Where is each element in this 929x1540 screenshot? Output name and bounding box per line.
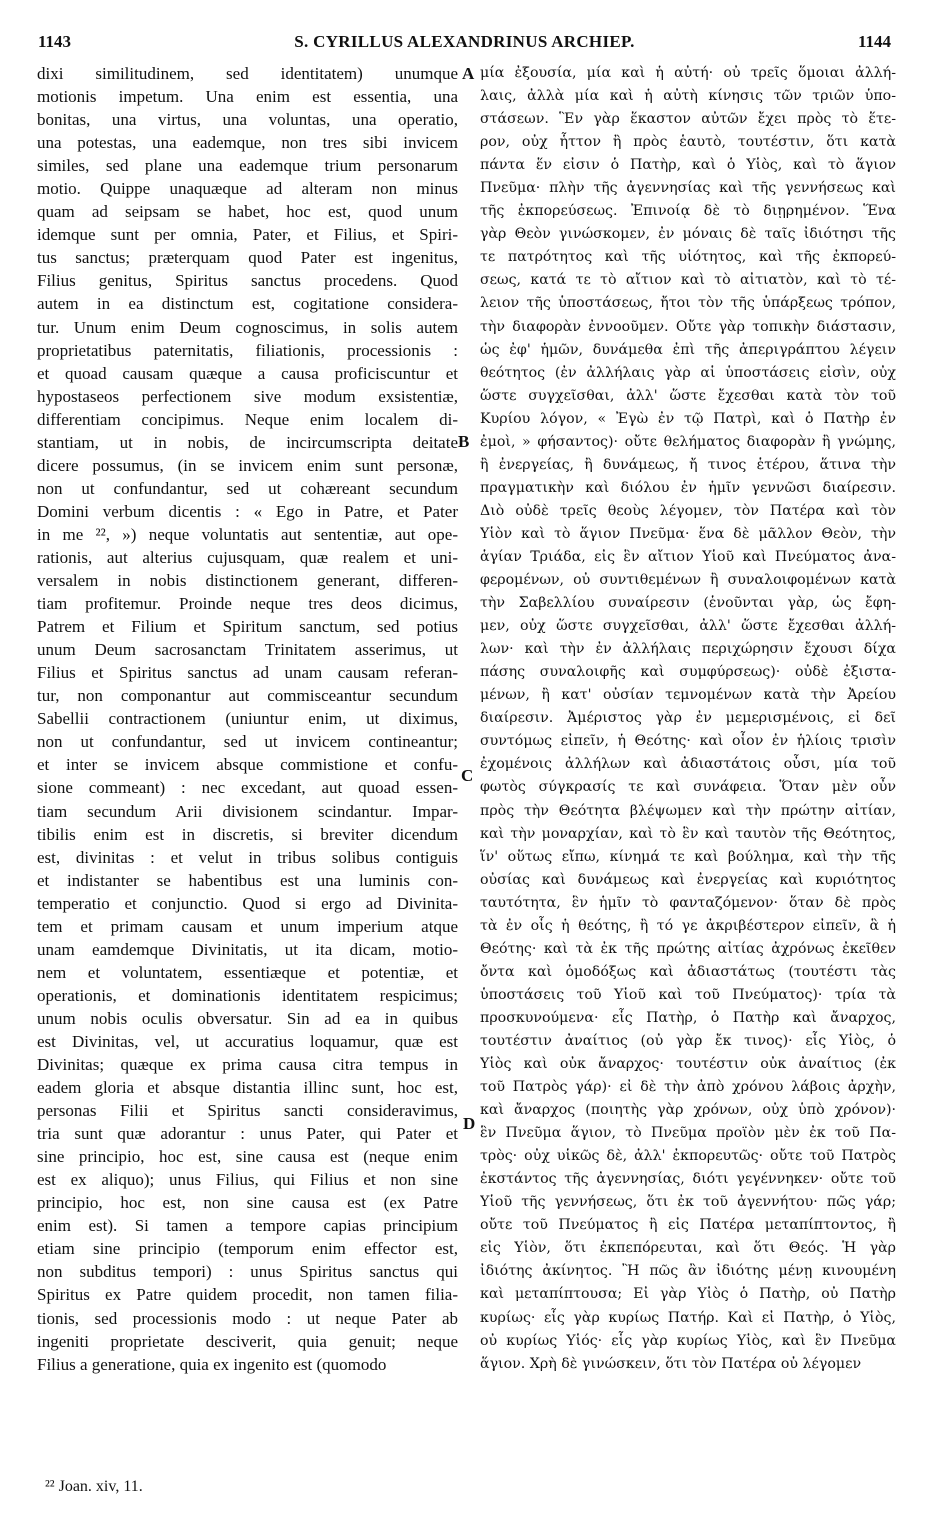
greek-text-line: πρὸς τὴν Θεότητα βλέψωμεν καὶ τὴν πρώτην αἰτίαν,: [480, 802, 896, 819]
latin-text-line: tur, non componantur aut commisceantur secundum: [37, 686, 458, 706]
greek-text-line: ταυτότητα, ἓν ἡμῖν τὸ φανταζόμενον· ὅταν δὲ πρὸς: [480, 894, 896, 911]
greek-text-line: τὰ ἐν οἷς ἡ θεότης, ἢ τό γε ἀκριβέστερον εἰπεῖν, ἃ ἡ: [480, 917, 896, 934]
greek-text-line: ἅγιον. Χρὴ δὲ γινώσκειν, ὅτι τὸν Πατέρα οὐ λέγομεν: [480, 1355, 862, 1372]
latin-text-line: temperatio et conjunctio. Quod si ergo ad Divinita-: [37, 893, 458, 913]
greek-text-line: τοῦ Πατρὸς γάρ)· εἰ δὲ τὴν ἀπὸ χρόνου λάβοις ἀρχὴν,: [480, 1079, 896, 1096]
greek-text-line: οὔτε τοῦ Πνεύματος ἢ εἰς Πατέρα μεταπίπτοντος, ἢ: [480, 1217, 896, 1234]
greek-text-line: κυρίως· εἷς γὰρ κυρίως Πατήρ. Καὶ εἰ Πατὴρ, ὁ Υἱὸς,: [480, 1309, 896, 1326]
latin-text-line: Filius a generatione, quia ex ingenito est (quomodo: [37, 1354, 387, 1374]
greek-text-line: τὴν διαφορὰν ἐννοοῦμεν. Οὔτε γὰρ τοπικὴν διάστασιν,: [480, 318, 896, 335]
greek-text-line: ἓν Πνεῦμα ἅγιον, τὸ Πνεῦμα προϊὸν μὲν ἐκ τοῦ Πα-: [480, 1125, 896, 1142]
latin-text-line: tur. Unum enim Deum cognoscimus, in solis autem: [37, 317, 458, 337]
latin-text-line: est Divinitas, vel, ut accuratius loquamur, quæ est: [37, 1031, 458, 1051]
margin-marker-b: B: [458, 432, 470, 451]
latin-text-line: sine principio, hoc est, sine causa est (neque enim: [37, 1147, 458, 1167]
latin-text-line: dicere possumus, (in se invicem enim sunt personæ,: [37, 455, 458, 475]
latin-text-line: una potestas, una eademque, non tres sibi invicem: [37, 133, 458, 153]
latin-text-line: tiam profitemur. Proinde neque tres deos dicimus,: [37, 594, 458, 614]
greek-text-line: πάντα ἕν εἰσιν ὁ Πατὴρ, καὶ ὁ Υἱὸς, καὶ τὸ ἅγιον: [480, 157, 896, 174]
latin-text-line: est, divinitas : et velut in tribus solibus contiguis: [37, 847, 458, 867]
page-number-right: 1144: [857, 32, 891, 51]
page-number-left: 1143: [38, 32, 72, 51]
latin-text-line: differentiam concipimus. Neque enim localem di-: [37, 409, 458, 429]
latin-text-line: Domini verbum dicentis : « Ego in Patre, et Pater: [37, 501, 458, 521]
greek-text-line: εἰς Υἱὸν, ὅτι ἐκπεπόρευται, καὶ ὅτι Θεός. Ἡ γὰρ: [480, 1240, 896, 1257]
latin-text-line: operationis, et dominationis identitatem respicimus;: [37, 985, 458, 1005]
greek-text-line: ἁγίαν Τριάδα, εἰς ἓν αἴτιον Υἱοῦ καὶ Πνεύματος ἀνα-: [480, 548, 896, 565]
greek-text-line: τὴν Σαβελλίου συναίρεσιν (ἑνοῦνται γὰρ, ὡς ἔφη-: [480, 595, 896, 612]
latin-text-line: hypostaseos perfectionem sive modum exsistentiæ,: [37, 386, 458, 406]
latin-text-line: in me ²², ») neque voluntatis aut sententiæ, aut ope-: [37, 524, 458, 544]
greek-text-line: συντόμως εἰπεῖν, ἡ Θεότης· καὶ οἷον ἐν ἡλίοις τρισὶν: [480, 733, 896, 750]
latin-text-line: idemque sunt per omnia, Pater, et Filius, et Spiri-: [37, 225, 458, 245]
greek-text-line: φερομένων, οὐ συντιθεμένων ἢ συναλοιφομένων κατὰ: [480, 572, 896, 589]
latin-text-line: non ut confundantur, sed ut cohæreant secundum: [37, 478, 458, 498]
latin-text-line: tria sunt quæ adorantur : unus Pater, qui Pater et: [37, 1124, 458, 1144]
latin-text-line: tionis, sed processionis modo : ut neque Pater ab: [37, 1308, 458, 1328]
latin-text-line: personas Filii et Spiritus sancti consideravimus,: [37, 1101, 458, 1121]
latin-text-line: dixi similitudinem, sed identitatem) unumque: [37, 64, 458, 83]
greek-text-line: ἵν' οὕτως εἴπω, κίνημά τε καὶ βούλημα, καὶ τὴν τῆς: [480, 848, 896, 865]
greek-text-line: προσκυνούμενα· εἷς Πατὴρ, ὁ Πατὴρ καὶ ἄναρχος,: [480, 1009, 896, 1026]
greek-text-line: φωτὸς σύγκρασίς τε καὶ συνάφεια. Ὅταν μὲν οὖν: [480, 779, 896, 796]
greek-text-line: μεν, οὐχ ὥστε συγχεῖσθαι, ἀλλ' ὥστε ἔχεσθαι ἀλλή-: [480, 618, 896, 635]
latin-text-line: Patrem et Filium et Spiritum sanctum, sed potius: [37, 617, 458, 637]
greek-text-line: λων· καὶ τὴν ἐν ἀλλήλαις περιχώρησιν ἔχουσι δίχα: [480, 641, 896, 658]
greek-text-line: ἐκστάντος τῆς ἀγεννησίας, διότι γεγέννηκεν· οὔτε τοῦ: [480, 1171, 896, 1188]
greek-text-line: διαίρεσιν. Ἀμέριστος γὰρ ἐν μεμερισμένοις, εἰ δεῖ: [480, 710, 896, 727]
latin-text-line: Filius et Spiritus sanctus ad unam causam referan-: [37, 663, 458, 683]
greek-text-line: τε πατρότητος καὶ τῆς υἱότητος, καὶ τῆς ἐκπορεύ-: [480, 249, 896, 266]
greek-text-line: τουτέστιν ἀναίτιος (οὐ γὰρ ἔκ τινος)· εἷς Υἱὸς, ὁ: [480, 1032, 896, 1049]
latin-text-line: et quoad causam quæque a causa proficiscuntur et: [37, 363, 458, 383]
greek-text-line: Διὸ οὐδὲ τρεῖς θεοὺς λέγομεν, τὸν Πατέρα καὶ τὸν: [480, 502, 896, 519]
latin-text-line: enim est). Si tamen a tempore capias principium: [37, 1216, 458, 1236]
latin-text-line: bonitas, una virtus, una voluntas, una operatio,: [37, 110, 458, 130]
latin-text-line: unum nobis oculis obversatur. Sin ad ea in quibus: [37, 1008, 458, 1028]
latin-text-line: Sabellii contractionem (uniuntur enim, ut diximus,: [37, 709, 458, 729]
margin-marker-c: C: [461, 766, 474, 785]
greek-text-line: ὥστε συγχεῖσθαι, ἀλλ' ὥστε ἔχεσθαι κατὰ τὸν τοῦ: [480, 387, 896, 404]
page-header: [38, 32, 891, 56]
latin-text-line: rationis, aut alterius cujusquam, quæ realem et uni-: [37, 547, 458, 567]
latin-text-line: similes, sed plane una eademque trium personarum: [37, 156, 458, 176]
latin-text-line: ingeniti proprietate desciverit, quia genuit; neque: [37, 1331, 458, 1351]
greek-text-line: θεότητος (ἐν ἀλλήλαις γὰρ αἱ ὑποστάσεις εἰσὶν, οὐχ: [480, 364, 896, 381]
greek-column: [480, 62, 896, 1376]
latin-text-line: principio, hoc est, non sine causa est (ex Patre: [37, 1193, 458, 1213]
latin-text-line: tem et primam causam et unum imperium atque: [37, 916, 458, 936]
latin-text-line: versalem in nobis distinctionem generant, differen-: [37, 571, 458, 591]
greek-text-line: γὰρ Θεὸν γινώσκομεν, ἐν μόναις δὲ ταῖς ἰδιότησι τῆς: [480, 226, 896, 243]
greek-text-line: Κυρίου λόγον, « Ἐγὼ ἐν τῷ Πατρὶ, καὶ ὁ Πατὴρ ἐν: [480, 410, 896, 427]
greek-text-line: Θεότης· καὶ τὰ ἐκ τῆς πρώτης αἰτίας ἀχρόνως ἐκεῖθεν: [480, 940, 896, 957]
greek-text-line: Υἱὸν καὶ τὸ ἅγιον Πνεῦμα· ἕνα δὲ μᾶλλον Θεὸν, τὴν: [480, 525, 896, 542]
latin-text-line: non ut confundantur, sed ut invicem contineantur;: [37, 732, 458, 752]
margin-marker-d: D: [463, 1114, 476, 1133]
latin-column: [37, 62, 458, 1376]
latin-text-line: Filius genitus, Spiritus sanctus procedens. Quod: [37, 271, 458, 291]
latin-text-line: et inter se invicem absque commistione et confu-: [37, 755, 458, 775]
latin-text-line: autem in ea distinctum est, cogitatione considera-: [37, 294, 458, 314]
latin-text-line: Spiritus ex Patre quidem procedit, non tamen filia-: [37, 1285, 458, 1305]
greek-text-line: σεως, κατά τε τὸ αἴτιον καὶ τὸ αἰτιατὸν, καὶ τὸ τέ-: [480, 272, 896, 289]
greek-text-line: πάσης συναλοιφῆς καὶ συμφύρσεως)· οὐδὲ ἐξιστα-: [480, 664, 896, 681]
latin-text-line: motionis impetum. Una enim est essentia, una: [37, 87, 458, 107]
latin-text-line: tibilis enim est in discretis, si breviter dicendum: [37, 824, 458, 844]
greek-text-line: καὶ τὴν μοναρχίαν, καὶ τὸ ἓν καὶ ταυτὸν τῆς Θεότητος,: [480, 825, 896, 842]
latin-text-line: tiam secundum Arii divisionem scindantur. Impar-: [37, 801, 458, 821]
greek-text-line: μία ἐξουσία, μία καὶ ἡ αὐτή· οὐ τρεῖς ὅμοιαι ἀλλή-: [480, 65, 896, 81]
greek-text-line: τρὸς· οὐχ υἱκῶς δὲ, ἀλλ' ἐκπορευτῶς· οὔτε τοῦ Πατρὸς: [480, 1148, 896, 1165]
latin-text-line: eadem gloria et absque distantia illinc sunt, hoc est,: [37, 1078, 458, 1098]
greek-text-line: ἢ ἐνεργείας, ἢ δυνάμεως, ἤ τινος ἑτέρου, ἅτινα τὴν: [480, 456, 896, 473]
greek-text-line: οὐσίας καὶ δυνάμεως καὶ ἐνεργείας καὶ κυριότητος: [480, 871, 896, 888]
latin-text-line: proprietatibus paternitatis, filiationis, processionis :: [37, 340, 458, 360]
greek-text-line: οὐ κυρίως Υἱός· εἷς γὰρ κυρίως Υἱὸς, καὶ ἓν Πνεῦμα: [480, 1332, 896, 1349]
greek-text-line: λειον τῆς ὑποστάσεως, ἤτοι τὸν τῆς ὑπάρξεως τρόπον,: [480, 295, 896, 312]
greek-text-line: Υἱοῦ τῆς γεννήσεως, ὅτι ἐκ τοῦ ἀγεννήτου· πῶς γάρ;: [480, 1194, 896, 1211]
margin-marker-a: A: [462, 64, 475, 83]
greek-text-line: καὶ ἄναρχος (ποιητὴς γὰρ χρόνων, οὐχ ὑπὸ χρόνον)·: [480, 1102, 896, 1119]
greek-text-line: Πνεῦμα· πλὴν τῆς ἀγεννησίας καὶ τῆς γεννήσεως καὶ: [480, 180, 896, 197]
latin-text-line: quam ad seipsam se habet, hoc est, quod unum: [37, 202, 458, 222]
greek-text-line: τῆς ἐκπορεύσεως. Ἐπινοίᾳ δὲ τὸ διῃρημένον. Ἕνα: [480, 203, 896, 220]
greek-text-line: Υἱὸς καὶ οὐκ ἄναρχος· τουτέστιν οὐκ ἀναίτιος (ἐκ: [480, 1056, 896, 1073]
greek-text-line: ρον, οὐχ ἧττον ἢ πρὸς ἑαυτὸ, τουτέστιν, ὅτι κατὰ: [480, 134, 896, 151]
latin-text-line: unum Deum sacrosanctam Trinitatem asserimus, ut: [37, 640, 458, 660]
greek-text-line: μένων, ἢ κατ' οὐσίαν τεμνομένων κατὰ τὴν Ἀρείου: [480, 687, 896, 704]
greek-text-line: στάσεων. Ἓν γὰρ ἕκαστον αὐτῶν ἔχει πρὸς τὸ ἕτε-: [480, 111, 896, 128]
greek-text-line: ὑποστάσεις τοῦ Υἱοῦ καὶ τοῦ Πνεύματος)· τρία τὰ: [480, 986, 896, 1003]
latin-text-line: unam eamdemque Divinitatis, ut ita dicam, motio-: [37, 939, 458, 959]
footnote: ²² Joan. xiv, 11.: [45, 1478, 143, 1495]
latin-text-line: Divinitas; quæque ex prima causa citra tempus in: [37, 1055, 458, 1075]
greek-text-line: λαις, ἀλλὰ μία καὶ ἡ αὐτὴ κίνησις τῶν τριῶν ὑπο-: [480, 88, 896, 105]
latin-text-line: sione commeant) : nec excedant, aut quoad essen-: [37, 778, 458, 798]
latin-text-line: tus sanctus; præterquam quod Pater est ingenitus,: [37, 248, 458, 268]
latin-text-line: non subditus tempori) : unus Spiritus sanctus qui: [37, 1262, 458, 1282]
greek-text-line: πραγματικὴν καὶ διόλου ἐν ἡμῖν γεννῶσι διαίρεσιν.: [480, 479, 896, 496]
latin-text-line: etiam sine principio (temporum enim effector est,: [37, 1239, 458, 1259]
latin-text-line: nem et voluntatem, essentiæque et potentiæ, et: [37, 962, 458, 982]
greek-text-line: καὶ μεταπίπτουσα; Εἰ γὰρ Υἱὸς ὁ Πατὴρ, οὐ Πατὴρ: [480, 1286, 896, 1303]
greek-text-line: ὡς ἐφ' ἡμῶν, δυνάμεθα ἐπὶ τῆς ἀπεριγράπτου λέγειν: [480, 341, 896, 358]
greek-text-line: ὄντα καὶ ὁμοδόξως καὶ ἀδιαστάτως (τουτέστι τὰς: [480, 963, 896, 980]
latin-text-line: et indistanter se habentibus est una luminis con-: [37, 870, 458, 890]
latin-text-line: est ex aliquo); unus Filius, qui Filius et non sine: [37, 1170, 458, 1190]
greek-text-line: ἐμοὶ, » φήσαντος)· οὔτε θελήματος διαφορὰν ἢ γνώμης,: [480, 433, 896, 450]
latin-text-line: motio. Quippe unaquæque ad alteram non minus: [37, 179, 458, 199]
running-title: S. CYRILLUS ALEXANDRINUS ARCHIEP.: [294, 32, 635, 51]
greek-text-line: ἐχομένοις ἀλλήλων καὶ ἀδιαστάτοις οὖσι, μία τοῦ: [480, 756, 896, 773]
greek-text-line: ἰδιότης ἀκίνητος. Ἢ πῶς ἂν ἰδιότης μένῃ κινουμένη: [480, 1263, 896, 1280]
latin-text-line: stantiam, ut in nobis, de incircumscripta deitate: [37, 432, 458, 452]
